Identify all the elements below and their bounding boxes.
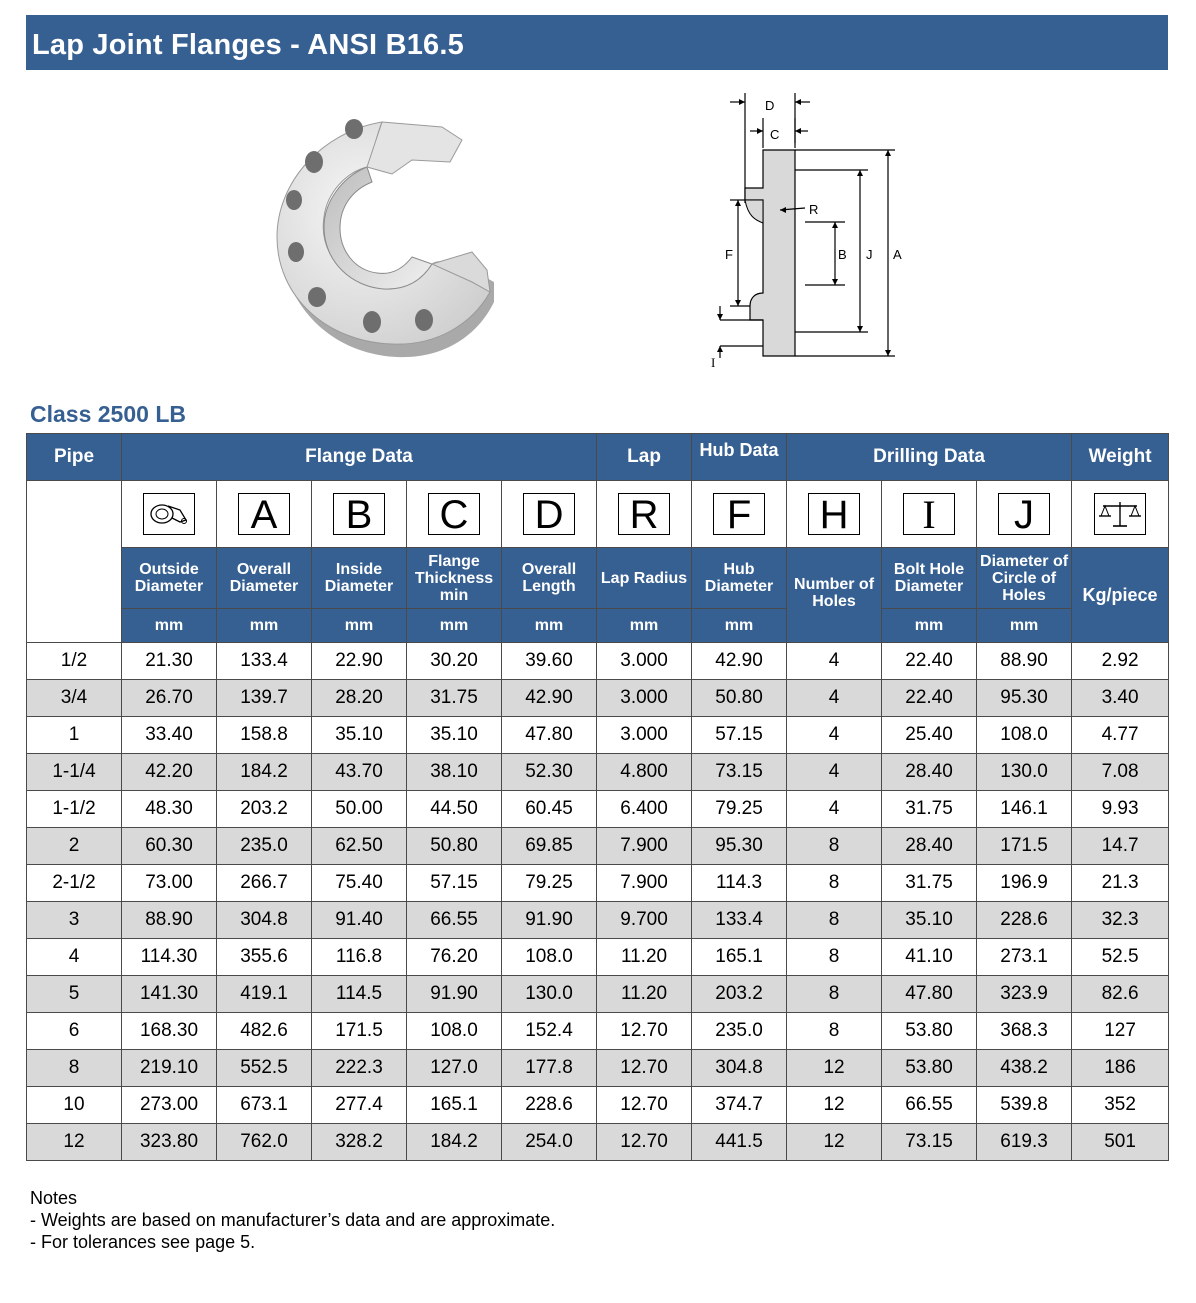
table-cell: 116.8 [312,939,407,976]
table-cell: 53.80 [882,1050,977,1087]
table-row [27,1050,1169,1087]
table-cell: 127 [1072,1013,1169,1050]
table-cell: 76.20 [407,939,502,976]
table-cell: 12 [787,1087,882,1124]
table-cell: 141.30 [122,976,217,1013]
notes-heading: Notes [30,1188,78,1208]
table-cell: 35.10 [312,717,407,754]
table-cell: 11.20 [597,976,692,1013]
table-cell: 266.7 [217,865,312,902]
table-cell: 42.90 [502,680,597,717]
unit-lap-radius: mm [597,609,692,643]
col-overall-length: Overall Length [502,548,597,609]
dim-label-d: D [765,98,775,113]
table-row [27,865,1169,902]
table-row [27,791,1169,828]
table-cell: 4 [787,717,882,754]
letter-d: D [523,493,575,535]
table-cell: 196.9 [977,865,1072,902]
table-cell: 273.1 [977,939,1072,976]
unit-inside: mm [312,609,407,643]
letter-j: J [998,493,1050,535]
letter-a: A [238,493,290,535]
table-cell: 323.80 [122,1124,217,1161]
table-cell: 114.3 [692,865,787,902]
table-cell: 673.1 [217,1087,312,1124]
table-cell: 50.00 [312,791,407,828]
table-cell: 47.80 [882,976,977,1013]
table-cell: 60.45 [502,791,597,828]
letter-h-cell [787,481,882,548]
table-cell: 3 [27,902,122,939]
table-cell: 22.40 [882,680,977,717]
letter-b-cell [312,481,407,548]
table-cell: 2-1/2 [27,865,122,902]
table-cell: 219.10 [122,1050,217,1087]
unit-overall-diameter: mm [217,609,312,643]
table-cell: 2.92 [1072,643,1169,680]
table-cell: 82.6 [1072,976,1169,1013]
table-cell: 108.0 [407,1013,502,1050]
table-cell: 114.5 [312,976,407,1013]
table-cell: 328.2 [312,1124,407,1161]
table-cell: 25.40 [882,717,977,754]
letter-r-cell [597,481,692,548]
table-cell: 4 [27,939,122,976]
group-weight: Weight [1072,434,1169,481]
table-row [27,1087,1169,1124]
table-cell: 41.10 [882,939,977,976]
table-cell: 30.20 [407,643,502,680]
flange-table [26,433,1169,1161]
letter-r: R [618,493,670,535]
table-cell: 69.85 [502,828,597,865]
table-cell: 52.5 [1072,939,1169,976]
col-kg-per-piece: Kg/piece [1072,548,1169,643]
page-title: Lap Joint Flanges - ANSI B16.5 [32,29,464,61]
table-row [27,680,1169,717]
table-cell: 12 [787,1050,882,1087]
unit-outside: mm [122,609,217,643]
pipe-size-header-cell [27,481,122,643]
dim-label-i: I [711,355,716,370]
table-cell: 277.4 [312,1087,407,1124]
table-row [27,828,1169,865]
group-hub-data: Hub Data [692,434,787,481]
table-cell: 108.0 [502,939,597,976]
table-cell: 22.90 [312,643,407,680]
table-cell: 28.40 [882,828,977,865]
table-cell: 165.1 [692,939,787,976]
notes [30,1187,555,1253]
table-cell: 62.50 [312,828,407,865]
table-cell: 88.90 [977,643,1072,680]
unit-hub-diameter: mm [692,609,787,643]
table-row [27,754,1169,791]
table-cell: 152.4 [502,1013,597,1050]
table-cell: 7.900 [597,828,692,865]
table-cell: 184.2 [407,1124,502,1161]
table-cell: 441.5 [692,1124,787,1161]
table-cell: 31.75 [407,680,502,717]
table-cell: 114.30 [122,939,217,976]
table-cell: 11.20 [597,939,692,976]
group-flange-data: Flange Data [122,434,597,481]
unit-length: mm [502,609,597,643]
dim-label-r: R [809,202,819,217]
table-cell: 374.7 [692,1087,787,1124]
table-cell: 21.3 [1072,865,1169,902]
scale-icon [1094,493,1146,535]
table-cell: 35.10 [882,902,977,939]
table-cell: 53.80 [882,1013,977,1050]
table-cell: 95.30 [692,828,787,865]
table-cell: 9.93 [1072,791,1169,828]
table-cell: 186 [1072,1050,1169,1087]
table-cell: 203.2 [692,976,787,1013]
col-lap-radius: Lap Radius [597,548,692,609]
table-cell: 133.4 [217,643,312,680]
table-cell: 355.6 [217,939,312,976]
table-cell: 35.10 [407,717,502,754]
table-cell: 44.50 [407,791,502,828]
table-cell: 12.70 [597,1013,692,1050]
table-cell: 39.60 [502,643,597,680]
table-cell: 177.8 [502,1050,597,1087]
table-cell: 228.6 [502,1087,597,1124]
table-cell: 57.15 [407,865,502,902]
letter-f-cell [692,481,787,548]
table-row [27,1013,1169,1050]
table-cell: 552.5 [217,1050,312,1087]
col-bolt-hole-diameter: Bolt Hole Diameter [882,548,977,609]
note-line: - Weights are based on manufacturer’s data and are approximate. [30,1210,556,1230]
table-cell: 4 [787,754,882,791]
table-cell: 203.2 [217,791,312,828]
table-cell: 3.000 [597,717,692,754]
table-cell: 108.0 [977,717,1072,754]
table-cell: 79.25 [502,865,597,902]
col-inside-diameter: Inside Diameter [312,548,407,609]
dim-label-f: F [725,247,733,262]
table-cell: 48.30 [122,791,217,828]
table-cell: 235.0 [217,828,312,865]
scale-icon-cell [1072,481,1169,548]
letter-d-cell [502,481,597,548]
letter-h: H [808,493,860,535]
table-cell: 12.70 [597,1087,692,1124]
table-cell: 8 [787,939,882,976]
table-cell: 235.0 [692,1013,787,1050]
table-cell: 75.40 [312,865,407,902]
table-cell: 12.70 [597,1050,692,1087]
table-cell: 368.3 [977,1013,1072,1050]
flange-photo [272,92,547,382]
table-cell: 57.15 [692,717,787,754]
table-cell: 273.00 [122,1087,217,1124]
table-cell: 139.7 [217,680,312,717]
table-cell: 28.20 [312,680,407,717]
table-cell: 52.30 [502,754,597,791]
table-cell: 184.2 [217,754,312,791]
table-cell: 7.08 [1072,754,1169,791]
table-cell: 501 [1072,1124,1169,1161]
table-row [27,976,1169,1013]
table-cell: 8 [787,865,882,902]
letter-j-cell [977,481,1072,548]
table-cell: 127.0 [407,1050,502,1087]
table-cell: 10 [27,1087,122,1124]
table-cell: 14.7 [1072,828,1169,865]
table-cell: 1-1/4 [27,754,122,791]
table-cell: 31.75 [882,791,977,828]
table-cell: 5 [27,976,122,1013]
table-cell: 32.3 [1072,902,1169,939]
table-row [27,902,1169,939]
table-cell: 133.4 [692,902,787,939]
letter-i: I [903,493,955,535]
table-row [27,1124,1169,1161]
table-cell: 91.40 [312,902,407,939]
table-body [27,643,1169,1161]
table-cell: 304.8 [692,1050,787,1087]
col-number-of-holes: Number of Holes [787,548,882,643]
letter-a-cell [217,481,312,548]
table-cell: 88.90 [122,902,217,939]
col-circle-diameter: Diameter of Circle of Holes [977,548,1072,609]
table-cell: 79.25 [692,791,787,828]
table-cell: 3/4 [27,680,122,717]
table-cell: 158.8 [217,717,312,754]
table-row [27,643,1169,680]
table-cell: 33.40 [122,717,217,754]
table-cell: 12.70 [597,1124,692,1161]
table-row [27,717,1169,754]
class-label: Class 2500 LB [30,401,186,427]
table-cell: 130.0 [502,976,597,1013]
table-cell: 8 [787,828,882,865]
letter-b: B [333,493,385,535]
table-cell: 171.5 [977,828,1072,865]
letter-f: F [713,493,765,535]
table-cell: 619.3 [977,1124,1072,1161]
title-bar [26,15,1168,70]
table-cell: 762.0 [217,1124,312,1161]
col-flange-thickness: Flange Thickness min [407,548,502,609]
table-cell: 165.1 [407,1087,502,1124]
dim-label-j: J [866,247,873,262]
table-cell: 31.75 [882,865,977,902]
table-cell: 7.900 [597,865,692,902]
unit-bolt-hole: mm [882,609,977,643]
table-cell: 91.90 [502,902,597,939]
table-cell: 43.70 [312,754,407,791]
col-hub-diameter: Hub Diameter [692,548,787,609]
table-cell: 146.1 [977,791,1072,828]
group-pipe: Pipe [27,434,122,481]
table-cell: 42.90 [692,643,787,680]
table-cell: 21.30 [122,643,217,680]
letter-i-cell [882,481,977,548]
table-cell: 539.8 [977,1087,1072,1124]
dim-label-c: C [770,127,780,142]
table-cell: 438.2 [977,1050,1072,1087]
letter-c-cell [407,481,502,548]
table-cell: 4.77 [1072,717,1169,754]
table-cell: 4 [787,791,882,828]
table-row [27,939,1169,976]
unit-circle: mm [977,609,1072,643]
table-cell: 1-1/2 [27,791,122,828]
table-cell: 26.70 [122,680,217,717]
table-cell: 73.15 [882,1124,977,1161]
note-line: - For tolerances see page 5. [30,1232,256,1252]
col-overall-diameter: Overall Diameter [217,548,312,609]
dim-label-b: B [838,247,847,262]
table-cell: 6.400 [597,791,692,828]
table-cell: 60.30 [122,828,217,865]
table-cell: 323.9 [977,976,1072,1013]
pipe-gauge-icon [143,493,195,535]
group-drilling-data: Drilling Data [787,434,1072,481]
table-cell: 66.55 [882,1087,977,1124]
table-cell: 1/2 [27,643,122,680]
flange-section-drawing [700,88,920,373]
col-outside-diameter: Outside Diameter [122,548,217,609]
table-cell: 2 [27,828,122,865]
table-cell: 22.40 [882,643,977,680]
table-cell: 228.6 [977,902,1072,939]
table-cell: 8 [787,902,882,939]
table-cell: 47.80 [502,717,597,754]
table-cell: 168.30 [122,1013,217,1050]
table-cell: 8 [787,976,882,1013]
table-cell: 352 [1072,1087,1169,1124]
table-cell: 222.3 [312,1050,407,1087]
table-cell: 3.000 [597,680,692,717]
letter-c: C [428,493,480,535]
table-cell: 9.700 [597,902,692,939]
table-cell: 50.80 [692,680,787,717]
table-cell: 73.15 [692,754,787,791]
table-cell: 3.000 [597,643,692,680]
table-cell: 12 [27,1124,122,1161]
table-cell: 50.80 [407,828,502,865]
table-cell: 8 [787,1013,882,1050]
table-cell: 38.10 [407,754,502,791]
table-cell: 28.40 [882,754,977,791]
table-cell: 3.40 [1072,680,1169,717]
table-cell: 304.8 [217,902,312,939]
table-cell: 254.0 [502,1124,597,1161]
table-cell: 4 [787,643,882,680]
table-cell: 482.6 [217,1013,312,1050]
table-cell: 4 [787,680,882,717]
table-cell: 419.1 [217,976,312,1013]
table-cell: 171.5 [312,1013,407,1050]
table-cell: 1 [27,717,122,754]
table-cell: 4.800 [597,754,692,791]
dim-label-a: A [893,247,902,262]
table-cell: 73.00 [122,865,217,902]
group-lap: Lap [597,434,692,481]
table-cell: 91.90 [407,976,502,1013]
table-cell: 8 [27,1050,122,1087]
table-cell: 130.0 [977,754,1072,791]
table-cell: 66.55 [407,902,502,939]
table-cell: 95.30 [977,680,1072,717]
unit-thickness: mm [407,609,502,643]
table-cell: 42.20 [122,754,217,791]
pipe-size-header: Nominal Pipe Size [64,481,84,637]
pipe-icon-cell [122,481,217,548]
table-cell: 6 [27,1013,122,1050]
table-cell: 12 [787,1124,882,1161]
